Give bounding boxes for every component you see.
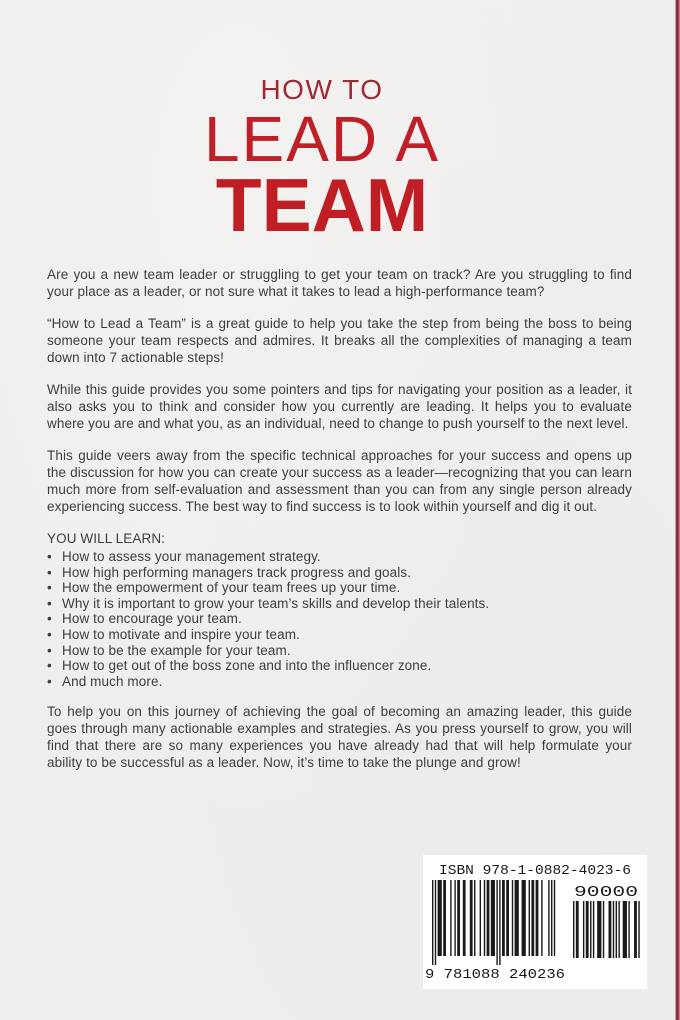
barcode-bar <box>512 880 513 956</box>
barcode-bar <box>551 880 552 956</box>
barcode-bar <box>603 901 604 958</box>
bullet-dot-icon: • <box>47 673 52 689</box>
barcode-bar <box>590 901 591 958</box>
title-block <box>0 72 680 247</box>
barcode-bar <box>583 901 584 958</box>
barcode-bar <box>450 880 451 956</box>
back-cover-copy <box>47 266 632 771</box>
bullet-dot-icon: • <box>47 626 52 642</box>
barcode-bar <box>463 880 466 956</box>
title-line-how-to: HOW TO <box>260 74 384 105</box>
barcode-bar <box>593 901 594 958</box>
barcode-bar <box>432 880 433 965</box>
barcode-bar <box>573 901 574 958</box>
barcode-bar <box>491 880 495 956</box>
learn-item: • How to encourage your team. <box>47 611 242 627</box>
guide-paragraph: “How to Lead a Team” is a great guide to help you take the step from being the boss to being someone your team respects and admires. It breaks all the complexities of managing a team down into 7 actionable steps! <box>47 316 632 365</box>
learn-heading: YOU WILL LEARN: <box>47 531 166 546</box>
barcode-bar <box>487 880 490 956</box>
barcode-bar <box>541 880 542 956</box>
barcode-bar <box>618 901 619 958</box>
barcode-bar <box>438 880 442 956</box>
barcode-bar <box>576 901 579 958</box>
barcode-bar <box>496 880 497 965</box>
isbn-number-text: ISBN 978-1-0882-4023-6 <box>439 863 631 879</box>
ean13-barcode-graphic <box>423 855 647 989</box>
bullet-dot-icon: • <box>47 549 52 564</box>
learn-list <box>47 549 632 689</box>
barcode-bar <box>529 880 530 956</box>
barcode-bar <box>597 901 601 958</box>
barcode-bar <box>586 901 589 958</box>
learn-item: • And much more. <box>47 673 163 689</box>
barcode-bar <box>499 880 500 965</box>
barcode-bar <box>443 880 446 956</box>
barcode-bar <box>531 880 534 956</box>
bullet-dot-icon: • <box>47 580 52 596</box>
self-evaluation-paragraph: This guide veers away from the specific technical approaches for your success and opens up the discussion for how you can create your success as a leader—recognizing that you can learn much more from self-evaluation and assessment than you can from any single person already experiencing success. The best way to find success is to look within yourself and dig it out. <box>47 448 632 514</box>
barcode-bar <box>470 880 473 956</box>
barcode-bar <box>634 901 637 958</box>
intro-paragraph: Are you a new team leader or struggling to get your team on track? Are you struggling to find your place as a leader, or not sure what it takes to lead a high-performance team? <box>47 267 632 299</box>
barcode-bar <box>435 880 436 965</box>
learn-item: • Why it is important to grow your team’s skills and develop their talents. <box>47 595 490 611</box>
barcode-bar <box>502 880 505 956</box>
barcode-bar <box>474 880 475 956</box>
cover-spine-edge <box>675 0 680 1020</box>
learn-item: • How to get out of the boss zone and into the influencer zone. <box>47 658 432 674</box>
bullet-dot-icon: • <box>47 642 52 658</box>
barcode-bar <box>480 880 481 956</box>
barcode-bar <box>616 901 617 958</box>
learn-item: • How to motivate and inspire your team. <box>47 626 300 642</box>
barcode-bar <box>536 880 539 956</box>
barcode-bar <box>623 901 627 958</box>
barcode-bar <box>554 880 555 956</box>
barcode-bar <box>638 901 639 958</box>
isbn-barcode <box>423 855 647 989</box>
learn-item: • How high performing managers track progress and goals. <box>47 564 412 580</box>
barcode-bar <box>613 901 614 958</box>
learn-item: • How to be the example for your team. <box>47 642 291 658</box>
ean-digits-text: 9 781088 240236 <box>425 968 565 983</box>
barcode-bar <box>628 901 629 958</box>
barcode-bar <box>609 901 612 958</box>
learn-item: • How to assess your management strategy. <box>47 549 321 564</box>
title-line-team: TEAM <box>215 163 429 247</box>
bullet-dot-icon: • <box>47 564 52 580</box>
barcode-bar <box>454 880 455 956</box>
barcode-bar <box>457 880 460 956</box>
closing-paragraph: To help you on this journey of achieving the goal of becoming an amazing leader, this guide goes through many actionable examples and strategies. As you press yourself to grow, you will find that there are so many experiences you have already had that will help formulate your ability to be successful as a leader. Now, it’s time to take the plunge and grow! <box>47 704 632 771</box>
supplement-digits-text: 90000 <box>574 885 638 901</box>
bullet-dot-icon: • <box>47 658 52 674</box>
learn-item: • How the empowerment of your team frees up your time. <box>47 580 401 596</box>
barcode-bar <box>522 880 526 956</box>
bullet-dot-icon: • <box>47 611 52 627</box>
barcode-bar <box>506 880 509 956</box>
title-line-lead-a: LEAD A <box>203 103 441 175</box>
pointers-paragraph: While this guide provides you some pointers and tips for navigating your position as a leader, it also asks you to think and consider how you currently are leading. It helps you to evaluate where you are and what you, as an individual, need to change to push yourself to the next level. <box>47 382 632 431</box>
barcode-bar <box>548 880 549 956</box>
barcode-bar <box>484 880 485 956</box>
bullet-dot-icon: • <box>47 595 52 611</box>
barcode-bar <box>515 880 519 956</box>
